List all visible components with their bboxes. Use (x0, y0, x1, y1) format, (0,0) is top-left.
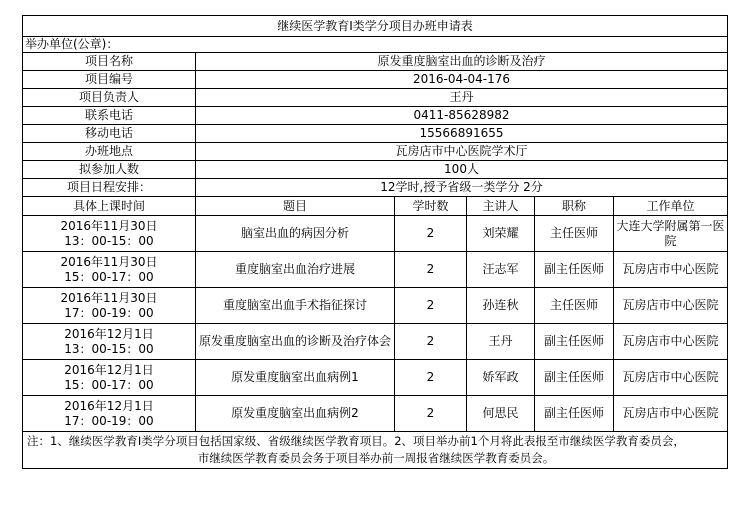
session-topic-text: 原发重度脑室出血病例1 (231, 370, 359, 384)
session-title (535, 360, 614, 396)
session-topic-text: 重度脑室出血手术指征探讨 (222, 298, 367, 312)
session-speaker-text: 何思民 (482, 406, 519, 420)
session-time-text: 13：00-15：00 (64, 341, 154, 356)
session-topic (196, 288, 395, 324)
session-time-text: 2016年11月30日 (60, 254, 158, 269)
session-time-text: 2016年12月1日 (64, 362, 154, 377)
session-hours-text: 2 (426, 406, 435, 420)
schedule-header-cell-text: 工作单位 (646, 198, 695, 213)
session-topic (196, 252, 395, 288)
session-hours-text: 2 (426, 370, 435, 384)
session-time (23, 252, 196, 288)
session-time-text: 2016年12月1日 (64, 398, 154, 413)
session-unit-text: 瓦房店市中心医院 (622, 262, 719, 276)
session-speaker (467, 360, 535, 396)
note-row (23, 432, 728, 469)
session-time (23, 324, 196, 360)
info-value (196, 125, 728, 143)
session-unit (614, 324, 728, 360)
info-row (23, 125, 728, 143)
info-value (196, 143, 728, 161)
session-title-text: 主任医师 (549, 226, 598, 240)
session-topic (196, 324, 395, 360)
session-topic-text: 原发重度脑室出血病例2 (231, 406, 359, 420)
session-hours (395, 324, 467, 360)
session-title (535, 216, 614, 252)
info-label (23, 89, 196, 107)
session-time (23, 360, 196, 396)
session-hours-text: 2 (426, 334, 435, 348)
info-value-text: 瓦房店市中心医院学术厅 (395, 144, 528, 158)
session-title-text: 副主任医师 (543, 262, 604, 276)
session-topic-text: 重度脑室出血治疗进展 (234, 262, 355, 276)
session-row (23, 396, 728, 432)
session-hours-text: 2 (426, 226, 435, 240)
info-value (196, 161, 728, 179)
session-time-text: 17：00-19：00 (64, 413, 154, 428)
application-form-table (22, 15, 728, 469)
schedule-header-cell (196, 197, 395, 216)
session-title-text: 主任医师 (549, 298, 598, 312)
info-row (23, 107, 728, 125)
session-speaker-text: 刘荣耀 (482, 226, 519, 240)
info-label-text: 项目负责人 (78, 90, 139, 104)
info-label-text: 项目编号 (84, 72, 133, 86)
info-label (23, 53, 196, 71)
schedule-header-cell (467, 197, 535, 216)
session-speaker-text: 汪志军 (482, 262, 519, 276)
session-unit (614, 216, 728, 252)
title-row (23, 16, 728, 37)
session-time-text: 17：00-19：00 (64, 305, 154, 320)
schedule-header-cell-text: 职称 (561, 198, 586, 213)
session-time (23, 396, 196, 432)
session-row (23, 252, 728, 288)
form-title-text: 继续医学教育I类学分项目办班申请表 (277, 18, 473, 33)
organizer-label (23, 37, 728, 53)
session-topic-text: 脑室出血的病因分析 (240, 226, 349, 240)
session-row (23, 360, 728, 396)
session-time-text: 2016年12月1日 (64, 326, 154, 341)
info-value (196, 107, 728, 125)
info-label (23, 71, 196, 89)
session-hours (395, 252, 467, 288)
session-title (535, 324, 614, 360)
session-topic (196, 360, 395, 396)
info-label (23, 107, 196, 125)
info-value (196, 53, 728, 71)
info-value-text: 原发重度脑室出血的诊断及治疗 (377, 54, 546, 68)
info-label-text: 联系电话 (84, 108, 133, 122)
info-row (23, 143, 728, 161)
footnote-line-2: 市继续医学教育委员会务于项目举办前一周报省继续医学教育委员会。 (197, 451, 555, 465)
session-topic-text: 原发重度脑室出血的诊断及治疗体会 (198, 334, 391, 348)
session-row (23, 288, 728, 324)
session-speaker (467, 252, 535, 288)
session-row (23, 216, 728, 252)
schedule-header-cell-text: 学时数 (412, 198, 449, 213)
session-time-text: 15：00-17：00 (64, 377, 154, 392)
session-hours (395, 216, 467, 252)
footnote (23, 432, 728, 469)
session-speaker-text: 孙连秋 (482, 298, 519, 312)
schedule-header-cell-text: 主讲人 (482, 198, 519, 213)
schedule-header-cell-text: 具体上课时间 (72, 198, 145, 213)
info-value-text: 0411-85628982 (413, 108, 510, 122)
info-value-text: 2016-04-04-176 (413, 72, 510, 86)
session-topic (196, 216, 395, 252)
info-label-text: 拟参加人数 (78, 162, 139, 176)
session-time-text: 13：00-15：00 (64, 233, 154, 248)
session-hours-text: 2 (426, 262, 435, 276)
info-value (196, 179, 728, 197)
session-unit-text: 瓦房店市中心医院 (622, 298, 719, 312)
session-unit (614, 252, 728, 288)
info-label (23, 125, 196, 143)
session-title (535, 288, 614, 324)
info-label-text: 移动电话 (84, 126, 133, 140)
info-row (23, 53, 728, 71)
session-topic (196, 396, 395, 432)
schedule-header-cell (614, 197, 728, 216)
session-speaker-text: 王丹 (488, 334, 513, 348)
session-unit-text: 瓦房店市中心医院 (622, 334, 719, 348)
info-value-text: 12学时,授予省级一类学分 2分 (380, 180, 543, 194)
info-value (196, 71, 728, 89)
session-hours (395, 360, 467, 396)
info-row (23, 71, 728, 89)
session-unit (614, 288, 728, 324)
session-speaker (467, 216, 535, 252)
schedule-header-cell (535, 197, 614, 216)
session-speaker-text: 娇军政 (482, 370, 519, 384)
session-hours (395, 288, 467, 324)
session-title (535, 396, 614, 432)
session-unit-text: 瓦房店市中心医院 (622, 370, 719, 384)
session-hours-text: 2 (426, 298, 435, 312)
info-value-text: 15566891655 (419, 126, 504, 140)
info-row (23, 179, 728, 197)
footnote-line-1: 注：1、继续医学教育Ⅰ类学分项目包括国家级、省级继续医学教育项目。2、项目举办前1个月将此表报至市继续医学教育委员会， (27, 434, 685, 448)
info-value (196, 89, 728, 107)
session-unit-text: 瓦房店市中心医院 (622, 406, 719, 420)
session-unit (614, 360, 728, 396)
session-unit (614, 396, 728, 432)
info-row (23, 89, 728, 107)
info-value-text: 100人 (444, 162, 479, 176)
session-time (23, 288, 196, 324)
info-label (23, 143, 196, 161)
info-label-text: 项目日程安排： (66, 180, 151, 194)
session-title (535, 252, 614, 288)
session-unit-text: 大连大学附属第一医院 (616, 218, 725, 248)
info-label (23, 179, 196, 197)
session-speaker (467, 288, 535, 324)
session-time-text: 2016年11月30日 (60, 290, 158, 305)
session-row (23, 324, 728, 360)
info-label (23, 161, 196, 179)
session-speaker (467, 396, 535, 432)
info-label-text: 项目名称 (84, 54, 133, 68)
session-title-text: 副主任医师 (543, 406, 604, 420)
session-time-text: 15：00-17：00 (64, 269, 154, 284)
session-title-text: 副主任医师 (543, 334, 604, 348)
session-time-text: 2016年11月30日 (60, 218, 158, 233)
form-title (23, 16, 728, 37)
session-hours (395, 396, 467, 432)
organizer-label-text: 举办单位(公章)： (25, 37, 119, 51)
info-row (23, 161, 728, 179)
schedule-header-cell-text: 题目 (282, 198, 307, 213)
organizer-row (23, 37, 728, 53)
schedule-header-cell (395, 197, 467, 216)
schedule-header-cell (23, 197, 196, 216)
info-value-text: 王丹 (449, 90, 474, 104)
session-time (23, 216, 196, 252)
session-speaker (467, 324, 535, 360)
session-title-text: 副主任医师 (543, 370, 604, 384)
info-label-text: 办班地点 (84, 144, 133, 158)
schedule-header-row (23, 197, 728, 216)
